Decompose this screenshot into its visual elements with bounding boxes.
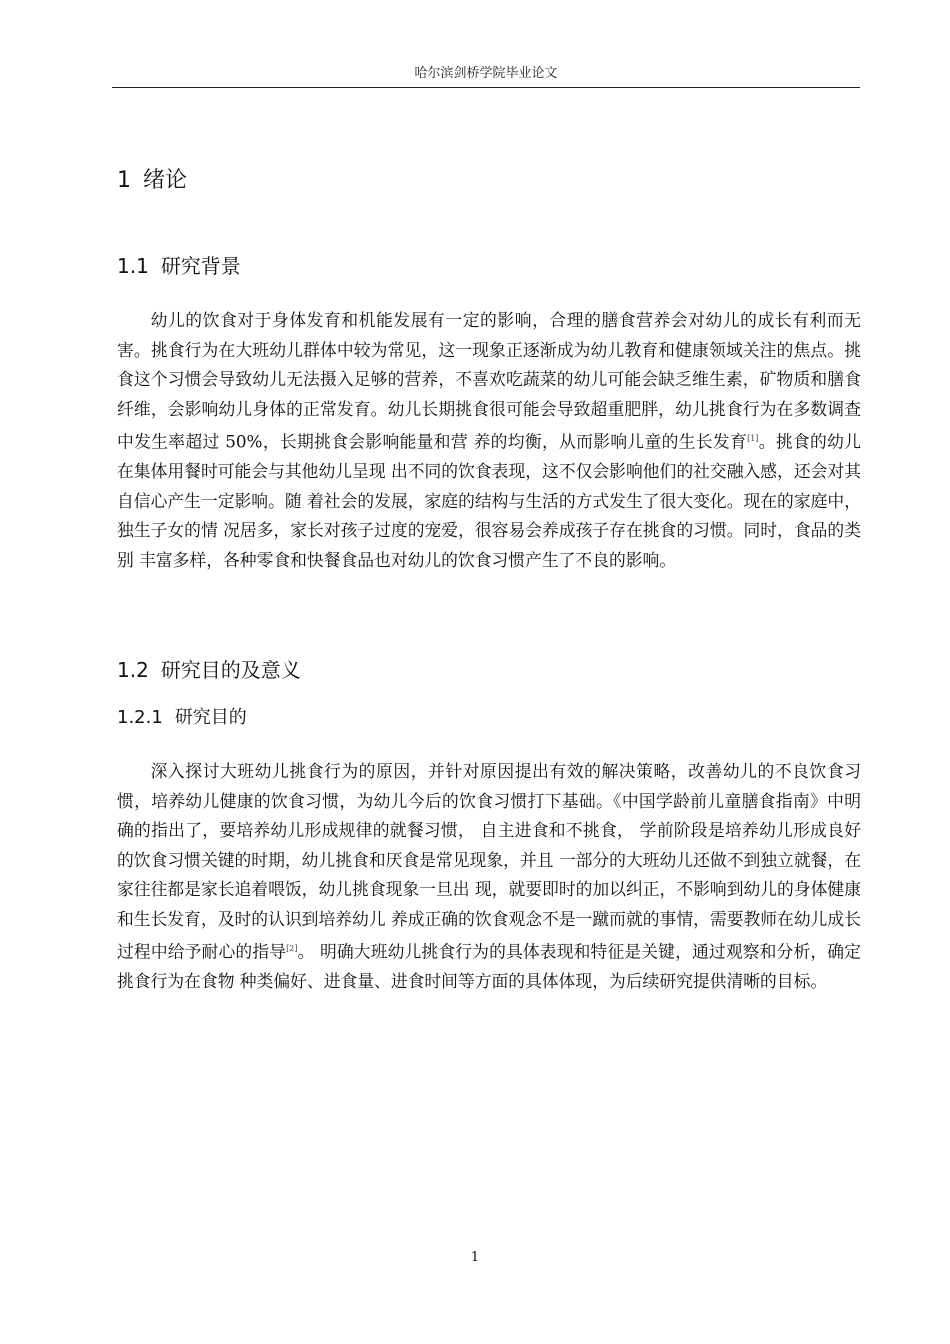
purpose-paragraph xyxy=(117,757,861,997)
paragraph-text: 幼儿的饮食对于身体发育和机能发展有一定的影响，合理的膳食营养会对幼儿的成长有利而无害。挑食行为在大班幼儿群体中较为常见，这一现象正逐渐成为幼儿教育和健康领域关注的焦点。挑食这个习惯会导致幼儿无法摄入足够的营养，不喜欢吃蔬菜的幼儿可能会缺乏维生素，矿物质和膳食纤维，会影响幼儿身体的正常发育。幼儿长期挑食很可能会导致超重肥胖，幼儿挑食行为在多数调查中发生率超过 50%，长期挑食会影响能量和营 养的均衡，从而影响儿童的生长发育 xyxy=(117,310,861,452)
paragraph-text: 深入探讨大班幼儿挑食行为的原因，并针对原因提出有效的解决策略，改善幼儿的不良饮食习惯，培养幼儿健康的饮食习惯，为幼儿今后的饮食习惯打下基础。《中国学龄前儿童膳食指南》中明确的指出了，要培养幼儿形成规律的就餐习惯， 自主进食和不挑食， 学前阶段是培养幼儿形成良好的饮食习惯关键的时期，幼儿挑食和厌食是常见现象，并且 一部分的大班幼儿还做不到独立就餐，在家往往都是家长追着喂饭，幼儿挑食现象一旦出 现，就要即时的加以纠正，不影响到幼儿的身体健康和生长发育，及时的认识到培养幼儿 养成正确的饮食观念不是一蹴而就的事情，需要教师在幼儿成长过程中给予耐心的指导 xyxy=(117,761,861,962)
section-number: 1.2 xyxy=(117,658,149,682)
section-heading-1-2 xyxy=(117,654,301,683)
section-title: 研究目的及意义 xyxy=(160,658,301,682)
paragraph-text: 。挑食的幼儿在集体用餐时可能会与其他幼儿呈现 出不同的饮食表现，这不仅会影响他们的社交融入感，还会对其自信心产生一定影响。随 着社会的发展，家庭的结构与生活的方式发生了很大变化。现在的家庭中，独生子女的情 况居多，家长对孩子过度的宠爱，很容易会养成孩子存在挑食的习惯。同时，食品的类别 丰富多样，各种零食和快餐食品也对幼儿的饮食习惯产生了不良的影响。 xyxy=(117,431,861,570)
section-number: 1.1 xyxy=(117,254,149,278)
subsection-number: 1.2.1 xyxy=(117,707,163,728)
citation-ref: [1] xyxy=(747,434,759,443)
background-paragraph xyxy=(117,306,861,575)
paragraph-text: 。 明确大班幼儿挑食行为的具体表现和特征是关键，通过观察和分析，确定挑食行为在食物 种类偏好、进食量、进食时间等方面的具体体现，为后续研究提供清晰的目标。 xyxy=(117,941,861,992)
chapter-title: 绪论 xyxy=(143,168,188,193)
header-rule xyxy=(112,87,860,88)
page-number: 1 xyxy=(470,1250,480,1265)
section-title: 研究背景 xyxy=(160,254,241,278)
subsection-title: 研究目的 xyxy=(174,707,247,728)
citation-ref: [2] xyxy=(286,944,298,953)
chapter-heading xyxy=(117,163,187,194)
chapter-number: 1 xyxy=(117,168,131,193)
page-header: 哈尔滨剑桥学院毕业论文 xyxy=(414,66,558,81)
section-heading-1-1 xyxy=(117,250,241,279)
subsection-heading-1-2-1 xyxy=(117,703,247,729)
